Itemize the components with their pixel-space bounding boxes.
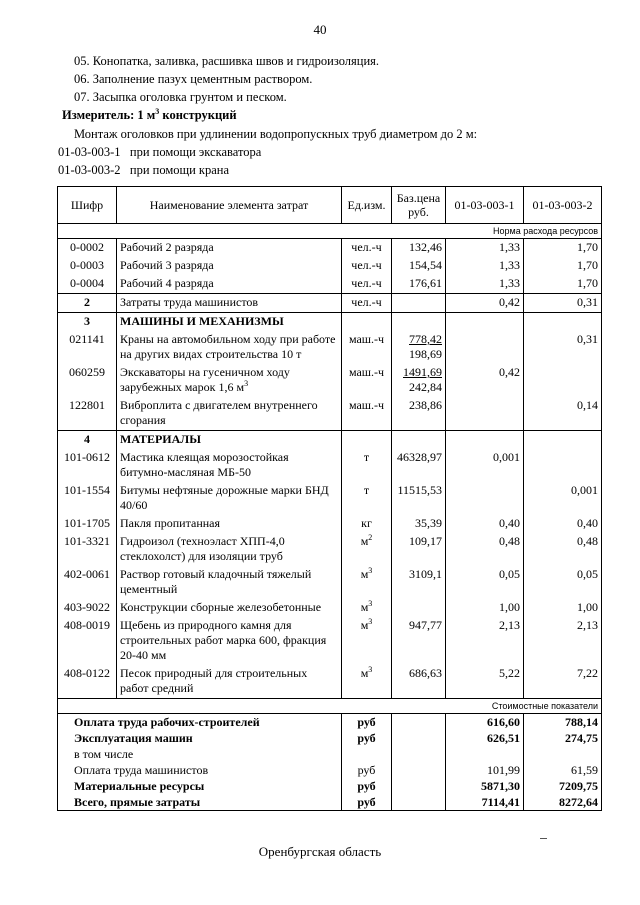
code-line-1: 01-03-003-1 при помощи экскаватора xyxy=(58,145,262,159)
header-name: Наименование элемента затрат xyxy=(117,187,342,224)
table-row: 408-0122 Песок природный для строительных работ средний $м^3$ 686,63 5,22 7,22 xyxy=(58,665,602,699)
header-unit: Ед.изм. xyxy=(342,187,392,224)
page-footer: Оренбургская область xyxy=(258,844,382,859)
summary-row: Эксплуатация машин руб 626,51 274,75 xyxy=(58,730,602,746)
header-price: Баз.цена руб. xyxy=(392,187,446,224)
table-row: 408-0019 Щебень из природного камня для строительных работ марка 600, фракция 20-40 мм $м^3$ 947,77 2,13 2,13 xyxy=(58,617,602,665)
table-row: 122801 Виброплита с двигателем внутреннего сгорания маш.-ч 238,86 0,14 xyxy=(58,397,602,431)
table-row: 0-0003 Рабочий 3 разряда чел.-ч 154,54 1,33 1,70 xyxy=(58,257,602,275)
work-item-05: 05. Конопатка, заливка, расшивка швов и гидроизоляция. xyxy=(74,54,380,68)
summary-row: Оплата труда рабочих-строителей руб 616,60 788,14 xyxy=(58,714,602,731)
table-row: 402-0061 Раствор готовый кладочный тяжелый цементный $м^3$ 3109,1 0,05 0,05 xyxy=(58,566,602,599)
table-row: 403-9022 Конструкции сборные железобетонные $м^3$ 1,00 1,00 xyxy=(58,599,602,617)
summary-row: Материальные ресурсы руб 5871,30 7209,75 xyxy=(58,778,602,794)
stray-mark xyxy=(540,838,547,839)
meter-heading: Измеритель: 1 $м^3$ конструкций xyxy=(62,106,237,122)
montage-description: Монтаж оголовков при удлинении водопропускных труб диаметром до 2 м: xyxy=(74,127,478,141)
table-row: 021141 Краны на автомобильном ходу при работе на других видах строительства 10 т маш.-ч 778,42 198,69 0,31 xyxy=(58,331,602,364)
header-col2: 01-03-003-2 xyxy=(524,187,602,224)
summary-row: в том числе xyxy=(58,746,602,762)
summary-row: Оплата труда машинистов руб 101,99 61,59 xyxy=(58,762,602,778)
band-norm: Норма расхода ресурсов xyxy=(58,224,602,239)
table-row: 101-1705 Пакля пропитанная кг 35,39 0,40 0,40 xyxy=(58,515,602,533)
header-code: Шифр xyxy=(58,187,117,224)
page-number: 40 xyxy=(313,22,327,37)
table-row: 101-1554 Битумы нефтяные дорожные марки БНД 40/60 т 11515,53 0,001 xyxy=(58,482,602,515)
table-row: 101-3321 Гидроизол (техноэласт ХПП-4,0 стеклохолст) для изоляции труб $м^2$ 109,17 0,48 0,48 xyxy=(58,533,602,566)
cost-table xyxy=(57,186,602,811)
code-line-2: 01-03-003-2 при помощи крана xyxy=(58,163,230,177)
work-item-06: 06. Заполнение пазух цементным раствором. xyxy=(74,72,313,86)
section-row-materials: 4 МАТЕРИАЛЫ xyxy=(58,431,602,450)
header-col1: 01-03-003-1 xyxy=(446,187,524,224)
table-row: 101-0612 Мастика клеящая морозостойкая битумно-масляная МБ-50 т 46328,97 0,001 xyxy=(58,449,602,482)
band-cost: Стоимостные показатели xyxy=(58,699,602,714)
table-row: 0-0002 Рабочий 2 разряда чел.-ч 132,46 1,33 1,70 xyxy=(58,239,602,258)
section-row-machines: 3 МАШИНЫ И МЕХАНИЗМЫ xyxy=(58,313,602,332)
work-item-07: 07. Засыпка оголовка грунтом и песком. xyxy=(74,90,287,104)
table-row: 060259 Экскаваторы на гусеничном ходу зарубежных марок 1,6 $м^3$ маш.-ч 1491,69 242,84 0,42 xyxy=(58,364,602,397)
summary-row: Всего, прямые затраты руб 7114,41 8272,64 xyxy=(58,794,602,811)
table-row: 0-0004 Рабочий 4 разряда чел.-ч 176,61 1,33 1,70 xyxy=(58,275,602,294)
table-row: 2 Затраты труда машинистов чел.-ч 0,42 0,31 xyxy=(58,294,602,313)
